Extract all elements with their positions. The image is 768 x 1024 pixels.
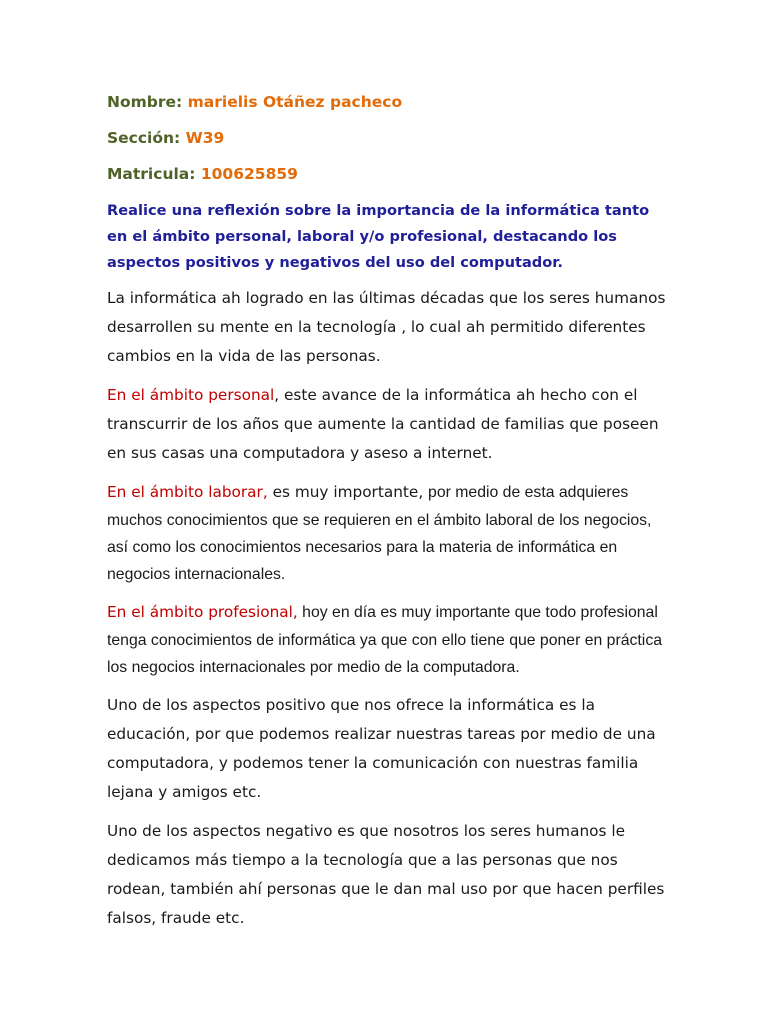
nombre-field [107,90,667,114]
positive-aspects-paragraph: Uno de los aspectos positivo que nos ofrece la informática es la educación, por que podemos realizar nuestras tareas por medio de una computadora, y podemos tener la comunicación con nuestras familia lejana y amigos etc. [107,696,656,801]
profesional-paragraph [107,598,667,681]
nombre-value: marielis Otáñez pacheco [187,93,403,111]
matricula-value: 100625859 [200,165,298,183]
laboral-lead: En el ámbito laborar, [107,483,268,501]
laboral-paragraph [107,478,667,588]
intro-paragraph: La informática ah logrado en las últimas décadas que los seres humanos desarrollen su mente en la tecnología , lo cual ah permitido diferentes cambios en la vida de las personas. [107,289,666,365]
seccion-value: W39 [185,129,225,147]
laboral-opening: es muy importante, [267,483,429,501]
personal-lead: En el ámbito personal [107,386,275,404]
seccion-field [107,126,667,150]
profesional-lead: En el ámbito profesional, [107,603,298,621]
matricula-field [107,162,667,186]
seccion-label: Sección: [107,129,181,147]
nombre-label: Nombre: [107,93,183,111]
document-body [107,90,667,943]
profesional-text: hoy en día es muy importante que todo profesional tenga conocimientos de informática ya que con ello tiene que poner en práctica los negocios internacionales por medio de la computadora. [107,604,662,676]
personal-paragraph [107,381,667,468]
laboral-text: por medio de esta adquieres muchos conocimientos que se requieren en el ámbito laboral de los negocios, así como los conocimientos necesarios para la materia de informática en negocios internacionales. [107,484,652,583]
negative-aspects-paragraph: Uno de los aspectos negativo es que nosotros los seres humanos le dedicamos más tiempo a la tecnología que a las personas que nos rodean, también ahí personas que le dan mal uso por que hacen perfiles falsos, fraude etc. [107,822,665,927]
matricula-label: Matricula: [107,165,196,183]
personal-text: , este avance de la informática ah hecho con el transcurrir de los años que aumente la cantidad de familias que poseen en sus casas una computadora y aseso a internet. [107,386,659,462]
assignment-prompt: Realice una reflexión sobre la importancia de la informática tanto en el ámbito personal, laboral y/o profesional, destacando los aspectos positivos y negativos del uso del computador. [107,202,650,271]
